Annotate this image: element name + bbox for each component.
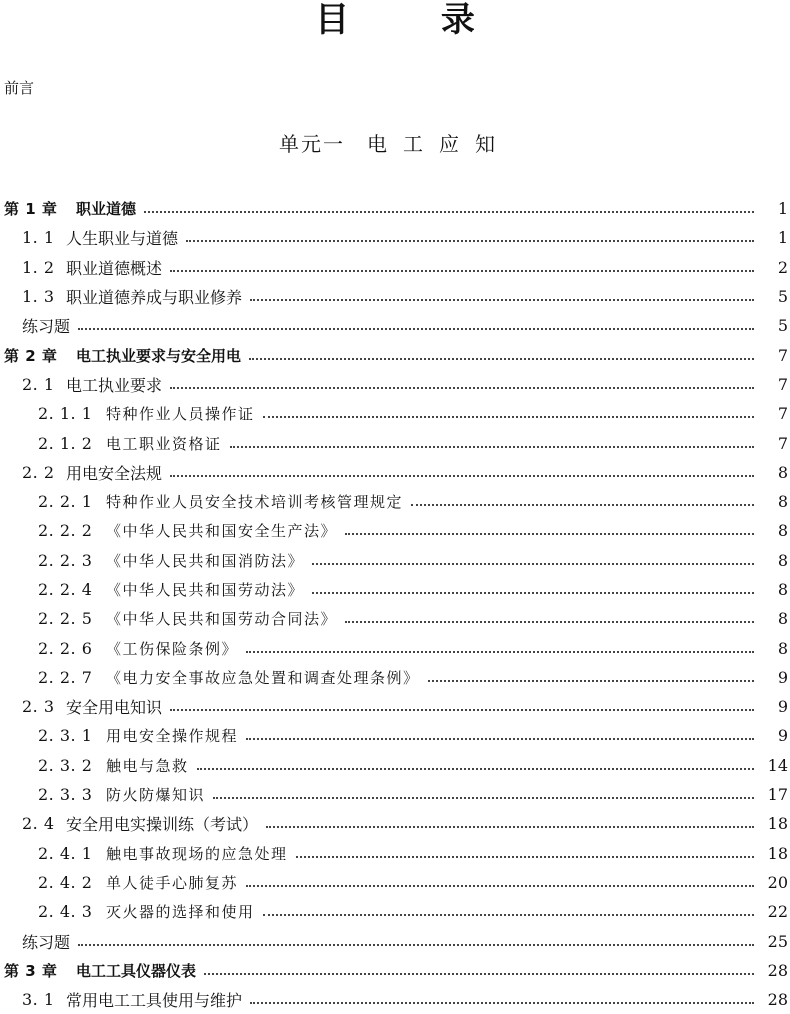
- toc-leader-dots: [230, 445, 754, 448]
- toc-entry-title: 《中华人民共和国安全生产法》: [106, 522, 338, 541]
- toc-entry-page: 25: [767, 931, 788, 951]
- toc-entry-number: 第 3 章: [4, 961, 58, 980]
- toc-entry-number: 2. 2. 1: [38, 492, 93, 512]
- toc-entry-number: 2. 4. 1: [38, 843, 93, 863]
- toc-entry[interactable]: [0, 839, 790, 868]
- toc-entry-number: 2. 3. 3: [38, 785, 93, 805]
- toc-entry-number: 1. 3: [22, 287, 55, 307]
- toc-entry-number: 2. 4: [22, 814, 55, 834]
- toc-entry[interactable]: [0, 663, 790, 692]
- toc-entry-title: 防火防爆知识: [106, 786, 206, 805]
- toc-entry-page: 1: [777, 199, 788, 219]
- toc-entry-page: 8: [777, 462, 788, 482]
- toc-entry-title: 特种作业人员安全技术培训考核管理规定: [106, 493, 404, 512]
- toc-entry-title: 用电安全操作规程: [106, 727, 239, 746]
- toc-entry-number: 2. 2. 7: [38, 667, 93, 687]
- toc-entry-page: 8: [777, 492, 788, 512]
- toc-entry-title: 人生职业与道德: [66, 229, 179, 249]
- toc-entry-title: 常用电工工具使用与维护: [66, 991, 243, 1011]
- toc-leader-dots: [78, 327, 754, 330]
- toc-entry-page: 7: [777, 345, 788, 365]
- toc-entry-title: 安全用电知识: [66, 698, 163, 718]
- toc-entry-page: 9: [777, 667, 788, 687]
- toc-entry[interactable]: [0, 809, 790, 838]
- toc-entry-number: 3. 1: [22, 990, 55, 1010]
- toc-entry-page: 18: [767, 814, 788, 834]
- toc-entry-page: 7: [777, 433, 788, 453]
- toc-entry-title: 电工执业要求与安全用电: [76, 346, 242, 365]
- toc-entry-page: 7: [777, 404, 788, 424]
- toc-entry-page: 18: [767, 843, 788, 863]
- toc-entry-title: 用电安全法规: [66, 463, 163, 483]
- toc-entry-page: 1: [777, 228, 788, 248]
- toc-entry-title: 单人徒手心肺复苏: [106, 873, 239, 892]
- toc-entry[interactable]: [0, 897, 790, 926]
- toc-entry-number: 2. 2. 3: [38, 550, 93, 570]
- toc-leader-dots: [296, 855, 754, 858]
- toc-leader-dots: [250, 1001, 754, 1004]
- toc-entry[interactable]: [0, 194, 790, 223]
- toc-entry-number: 1. 1: [22, 228, 55, 248]
- toc-leader-dots: [263, 415, 754, 418]
- toc-entry[interactable]: [0, 546, 790, 575]
- toc-entry-number: 2. 2. 4: [38, 580, 93, 599]
- toc-entry-page: 28: [767, 990, 788, 1010]
- toc-entry-number: 2. 4. 2: [38, 872, 93, 892]
- toc-entry[interactable]: [0, 985, 790, 1014]
- toc-leader-dots: [170, 474, 754, 477]
- toc-entry-number: 第 2 章: [4, 346, 58, 365]
- toc-entry-page: 5: [777, 316, 788, 336]
- toc-entry-page: 20: [767, 872, 788, 892]
- toc-entry-title: 特种作业人员操作证: [106, 405, 255, 424]
- toc-entry-number: 2. 3. 1: [38, 726, 93, 746]
- toc-entry[interactable]: [0, 721, 790, 750]
- toc-entry-title: 练习题: [22, 932, 71, 952]
- toc-entry[interactable]: [0, 780, 790, 809]
- table-of-contents: [0, 194, 790, 1014]
- toc-entry[interactable]: [0, 458, 790, 487]
- toc-leader-dots: [263, 913, 754, 916]
- toc-entry-page: 8: [777, 521, 788, 541]
- toc-entry-title: 《电力安全事故应急处置和调查处理条例》: [106, 668, 420, 687]
- toc-entry-number: 2. 3. 2: [38, 755, 93, 775]
- toc-entry-number: 2. 1. 2: [38, 433, 93, 453]
- toc-entry[interactable]: [0, 340, 790, 369]
- toc-entry[interactable]: [0, 399, 790, 428]
- toc-entry-number: 2. 1. 1: [38, 404, 93, 424]
- toc-entry-title: 《工伤保险条例》: [106, 639, 239, 658]
- toc-entry[interactable]: [0, 370, 790, 399]
- toc-entry[interactable]: [0, 633, 790, 662]
- toc-leader-dots: [345, 620, 754, 623]
- toc-entry-page: 22: [767, 902, 788, 922]
- toc-entry[interactable]: [0, 516, 790, 545]
- toc-leader-dots: [246, 650, 754, 653]
- unit-name: 电工应知: [367, 132, 511, 156]
- toc-entry-page: 5: [777, 287, 788, 307]
- toc-entry-page: 28: [767, 960, 788, 980]
- toc-entry[interactable]: [0, 253, 790, 282]
- toc-leader-dots: [312, 591, 754, 594]
- toc-entry[interactable]: [0, 868, 790, 897]
- toc-entry-title: 电工职业资格证: [106, 434, 222, 453]
- toc-entry-page: 8: [777, 580, 788, 599]
- toc-leader-dots: [144, 210, 754, 213]
- toc-entry-number: 2. 2. 5: [38, 609, 93, 629]
- toc-entry-title: 《中华人民共和国劳动合同法》: [106, 610, 338, 629]
- toc-entry-title: 职业道德概述: [66, 258, 163, 278]
- toc-leader-dots: [411, 503, 754, 506]
- toc-entry-title: 《中华人民共和国消防法》: [106, 551, 305, 570]
- toc-entry-title: 触电与急救: [106, 756, 189, 775]
- toc-leader-dots: [170, 386, 754, 389]
- toc-leader-dots: [250, 298, 754, 301]
- unit-heading: [0, 131, 790, 157]
- toc-entry-title: 触电事故现场的应急处理: [106, 844, 288, 863]
- toc-entry[interactable]: [0, 575, 790, 604]
- toc-leader-dots: [249, 357, 754, 360]
- toc-entry-page: 8: [777, 550, 788, 570]
- toc-entry-title: 灭火器的选择和使用: [106, 903, 255, 922]
- toc-entry-title: 安全用电实操训练（考试）: [66, 815, 259, 835]
- toc-entry-page: 8: [777, 609, 788, 629]
- toc-leader-dots: [204, 972, 754, 975]
- toc-entry-page: 9: [777, 697, 788, 717]
- toc-entry-number: 1. 2: [22, 257, 55, 277]
- toc-entry[interactable]: [0, 487, 790, 516]
- toc-entry-page: 8: [777, 638, 788, 658]
- toc-leader-dots: [312, 562, 754, 565]
- toc-leader-dots: [170, 708, 754, 711]
- toc-entry[interactable]: [0, 956, 790, 985]
- toc-entry-number: 2. 2: [22, 462, 55, 482]
- toc-leader-dots: [246, 884, 754, 887]
- toc-entry[interactable]: [0, 428, 790, 457]
- toc-leader-dots: [428, 679, 754, 682]
- toc-entry-page: 14: [767, 755, 788, 775]
- toc-entry[interactable]: [0, 692, 790, 721]
- toc-leader-dots: [266, 825, 754, 828]
- toc-entry-title: 职业道德养成与职业修养: [66, 288, 243, 308]
- toc-entry-page: 9: [777, 726, 788, 746]
- toc-entry-title: 职业道德: [76, 200, 137, 219]
- toc-entry-title: 电工工具仪器仪表: [76, 961, 197, 980]
- toc-entry-number: 2. 2. 6: [38, 638, 93, 658]
- toc-entry-number: 2. 4. 3: [38, 902, 93, 922]
- toc-entry-number: 2. 3: [22, 697, 55, 717]
- toc-entry-number: 第 1 章: [4, 200, 58, 219]
- toc-leader-dots: [213, 796, 754, 799]
- toc-entry[interactable]: [0, 604, 790, 633]
- toc-entry-title: 练习题: [22, 317, 71, 337]
- page-title: 目 录: [315, 0, 515, 40]
- toc-leader-dots: [186, 239, 754, 242]
- toc-entry[interactable]: [0, 751, 790, 780]
- toc-leader-dots: [78, 943, 754, 946]
- toc-entry[interactable]: [0, 282, 790, 311]
- toc-leader-dots: [197, 767, 754, 770]
- toc-entry-page: 7: [777, 374, 788, 394]
- toc-entry[interactable]: [0, 223, 790, 252]
- unit-number: 单元一: [279, 132, 345, 156]
- toc-leader-dots: [170, 269, 754, 272]
- toc-leader-dots: [246, 737, 754, 740]
- toc-entry-title: 《中华人民共和国劳动法》: [106, 581, 305, 599]
- preface-link[interactable]: 前言: [4, 79, 35, 97]
- toc-entry-number: 2. 2. 2: [38, 521, 93, 541]
- toc-entry-title: 电工执业要求: [66, 375, 163, 395]
- toc-entry-page: 2: [777, 257, 788, 277]
- toc-entry-page: 17: [767, 785, 788, 805]
- toc-entry[interactable]: [0, 926, 790, 955]
- toc-leader-dots: [345, 532, 754, 535]
- toc-entry[interactable]: [0, 311, 790, 340]
- toc-entry-number: 2. 1: [22, 374, 55, 394]
